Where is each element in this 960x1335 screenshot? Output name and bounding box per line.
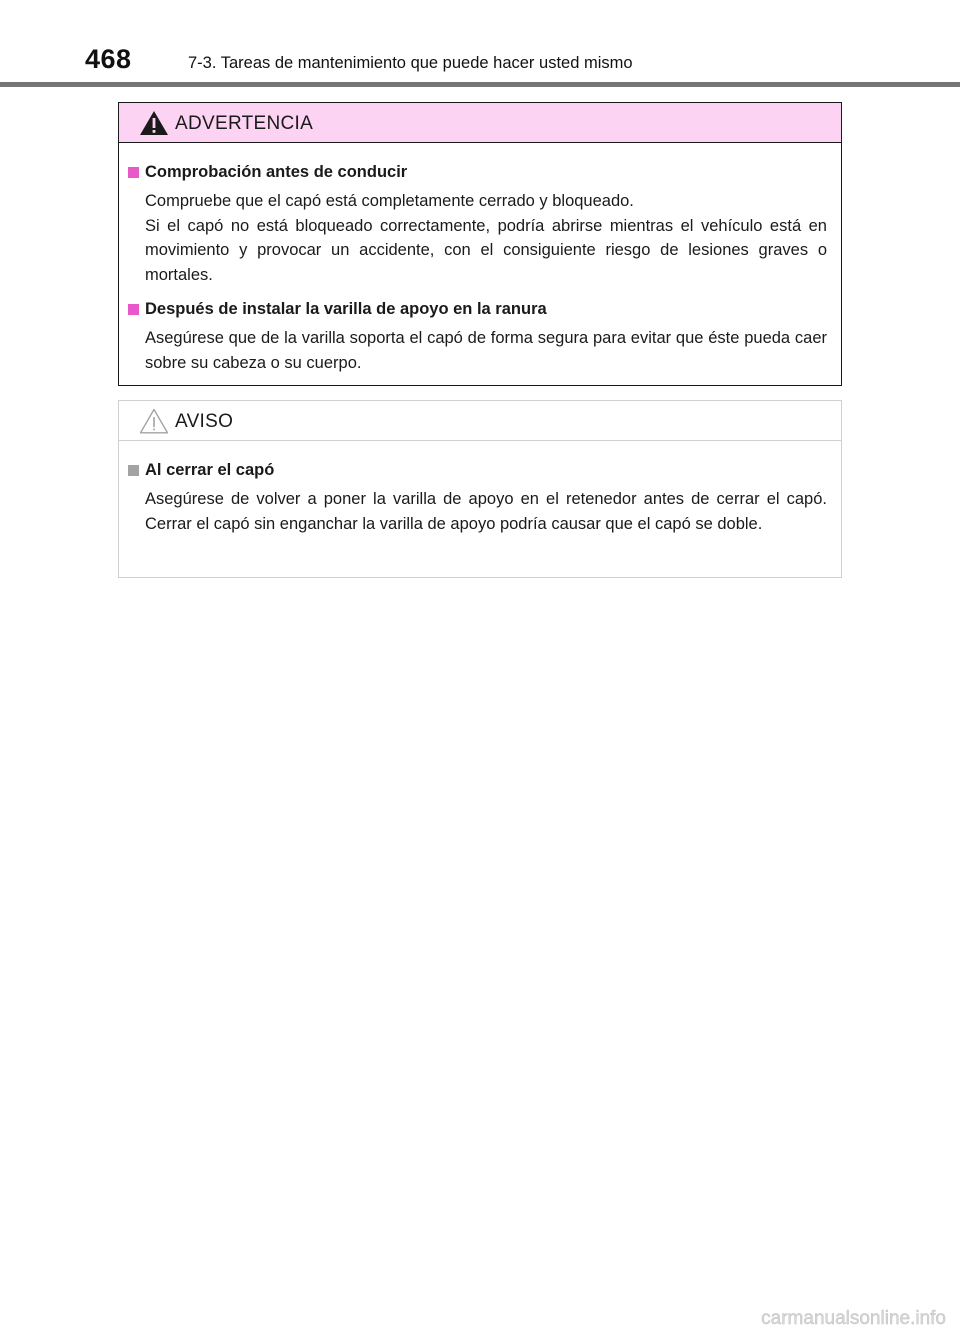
paragraph: Asegúrese que de la varilla soporta el capó de forma segura para evitar que éste pueda caer sobre su cabeza o su cuerpo.	[145, 329, 827, 372]
warning-item	[128, 298, 827, 375]
caution-box-title: AVISO	[175, 411, 234, 432]
caution-triangle-icon	[139, 408, 169, 434]
warning-item-heading: Comprobación antes de conducir	[145, 163, 408, 181]
warning-triangle-icon	[139, 110, 169, 136]
warning-box-title: ADVERTENCIA	[175, 113, 314, 134]
square-bullet-icon	[128, 465, 139, 476]
caution-box	[118, 400, 842, 578]
warning-item	[128, 161, 827, 287]
warning-box-body	[119, 143, 841, 375]
page-header	[0, 0, 960, 90]
page-number: 468	[85, 44, 132, 74]
paragraph: Si el capó no está bloqueado correctamente, podría abrirse mientras el vehículo está en movimiento y provocar un accidente, con el consiguiente riesgo de lesiones graves o mortales.	[145, 216, 827, 284]
warning-item-text	[145, 189, 827, 287]
caution-item	[128, 459, 827, 536]
square-bullet-icon	[128, 304, 139, 315]
section-title: 7-3. Tareas de mantenimiento que puede hacer usted mismo	[188, 54, 633, 72]
caution-box-body	[119, 441, 841, 536]
caution-item-text	[145, 487, 827, 536]
caution-item-heading: Al cerrar el capó	[145, 461, 275, 479]
paragraph: Compruebe que el capó está completamente cerrado y bloqueado.	[145, 192, 634, 210]
watermark-logo	[698, 1301, 948, 1331]
caution-box-header	[119, 401, 841, 441]
square-bullet-icon	[128, 167, 139, 178]
watermark-text: carmanualsonline.info	[761, 1308, 946, 1329]
warning-item-heading: Después de instalar la varilla de apoyo en la ranura	[145, 300, 547, 318]
paragraph: Asegúrese de volver a poner la varilla de apoyo en el retenedor antes de cerrar el capó. Cerrar el capó sin enganchar la varilla de apoyo podría causar que el capó se doble.	[145, 490, 827, 533]
warning-box	[118, 102, 842, 386]
warning-box-header	[119, 103, 841, 143]
warning-item-text	[145, 326, 827, 375]
header-rule	[0, 82, 960, 87]
